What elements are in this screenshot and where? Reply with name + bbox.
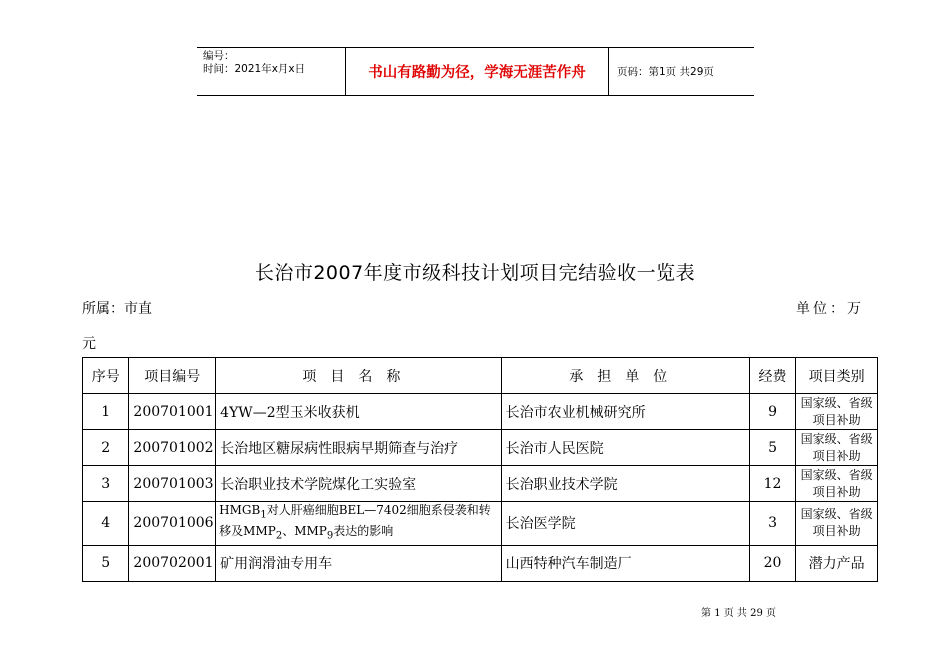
table-row xyxy=(83,502,878,546)
col-category: 项目类别 xyxy=(796,358,878,394)
page-footer: 第 1 页 共 29 页 xyxy=(701,608,776,619)
name-part: 对人肝癌细胞BEL—7402细胞系侵袭和转移及MMP xyxy=(219,503,491,539)
table-row xyxy=(83,545,878,581)
cell-code: 200701003 xyxy=(129,466,216,502)
cell-name: 长治职业技术学院煤化工实验室 xyxy=(216,466,502,502)
cell-category: 国家级、省级项目补助 xyxy=(796,430,878,466)
table-header-row xyxy=(83,358,878,394)
cell-code: 200701006 xyxy=(129,502,216,546)
cell-fee: 3 xyxy=(749,502,795,546)
cell-name: 矿用润滑油专用车 xyxy=(216,545,502,581)
page-header xyxy=(197,47,754,96)
cell-no: 4 xyxy=(83,502,129,546)
name-part: 表达的影响 xyxy=(333,524,394,539)
page-label: 页码：第1页 共29页 xyxy=(609,48,755,96)
col-fee: 经费 xyxy=(749,358,795,394)
cell-name xyxy=(216,502,502,546)
cell-code: 200701002 xyxy=(129,430,216,466)
cell-no: 2 xyxy=(83,430,129,466)
cell-no: 1 xyxy=(83,394,129,430)
cell-name: 4YW—2型玉米收获机 xyxy=(216,394,502,430)
cell-code: 200701001 xyxy=(129,394,216,430)
unit-label: 单位：万 xyxy=(796,301,864,317)
col-no: 序号 xyxy=(83,358,129,394)
cell-category: 潜力产品 xyxy=(796,545,878,581)
table-row xyxy=(83,466,878,502)
cell-org: 长治市人民医院 xyxy=(501,430,749,466)
name-part: HMGB xyxy=(219,503,261,517)
cell-fee: 12 xyxy=(749,466,795,502)
cell-category: 国家级、省级项目补助 xyxy=(796,394,878,430)
table-row xyxy=(83,394,878,430)
col-code: 项目编号 xyxy=(129,358,216,394)
cell-code: 200702001 xyxy=(129,545,216,581)
name-part: 、MMP xyxy=(282,524,327,539)
col-org: 承担单位 xyxy=(501,358,749,394)
time-label: 时间：2021年x月x日 xyxy=(203,63,306,75)
name-subscript: 9 xyxy=(326,530,334,542)
cell-fee: 9 xyxy=(749,394,795,430)
name-subscript: 2 xyxy=(275,530,283,542)
cell-fee: 20 xyxy=(749,545,795,581)
cell-no: 3 xyxy=(83,466,129,502)
motto: 书山有路勤为径，学海无涯苦作舟 xyxy=(346,48,609,96)
cell-name: 长治地区糖尿病性眼病早期筛查与治疗 xyxy=(216,430,502,466)
name-subscript: 1 xyxy=(260,509,267,521)
col-name: 项目名称 xyxy=(216,358,502,394)
unit-wrap: 元 xyxy=(82,336,96,352)
document-title: 长治市2007年度市级科技计划项目完结验收一览表 xyxy=(254,262,696,284)
table-row xyxy=(83,430,878,466)
cell-fee: 5 xyxy=(749,430,795,466)
cell-org: 长治职业技术学院 xyxy=(501,466,749,502)
cell-org: 山西特种汽车制造厂 xyxy=(501,545,749,581)
header-left-cell xyxy=(197,48,346,96)
owner-label: 所属：市直 xyxy=(82,301,152,317)
cell-category: 国家级、省级项目补助 xyxy=(796,502,878,546)
cell-no: 5 xyxy=(83,545,129,581)
code-label: 编号： xyxy=(203,50,235,62)
cell-org: 长治市农业机械研究所 xyxy=(501,394,749,430)
project-table xyxy=(82,357,878,582)
cell-org: 长治医学院 xyxy=(501,502,749,546)
cell-category: 国家级、省级项目补助 xyxy=(796,466,878,502)
